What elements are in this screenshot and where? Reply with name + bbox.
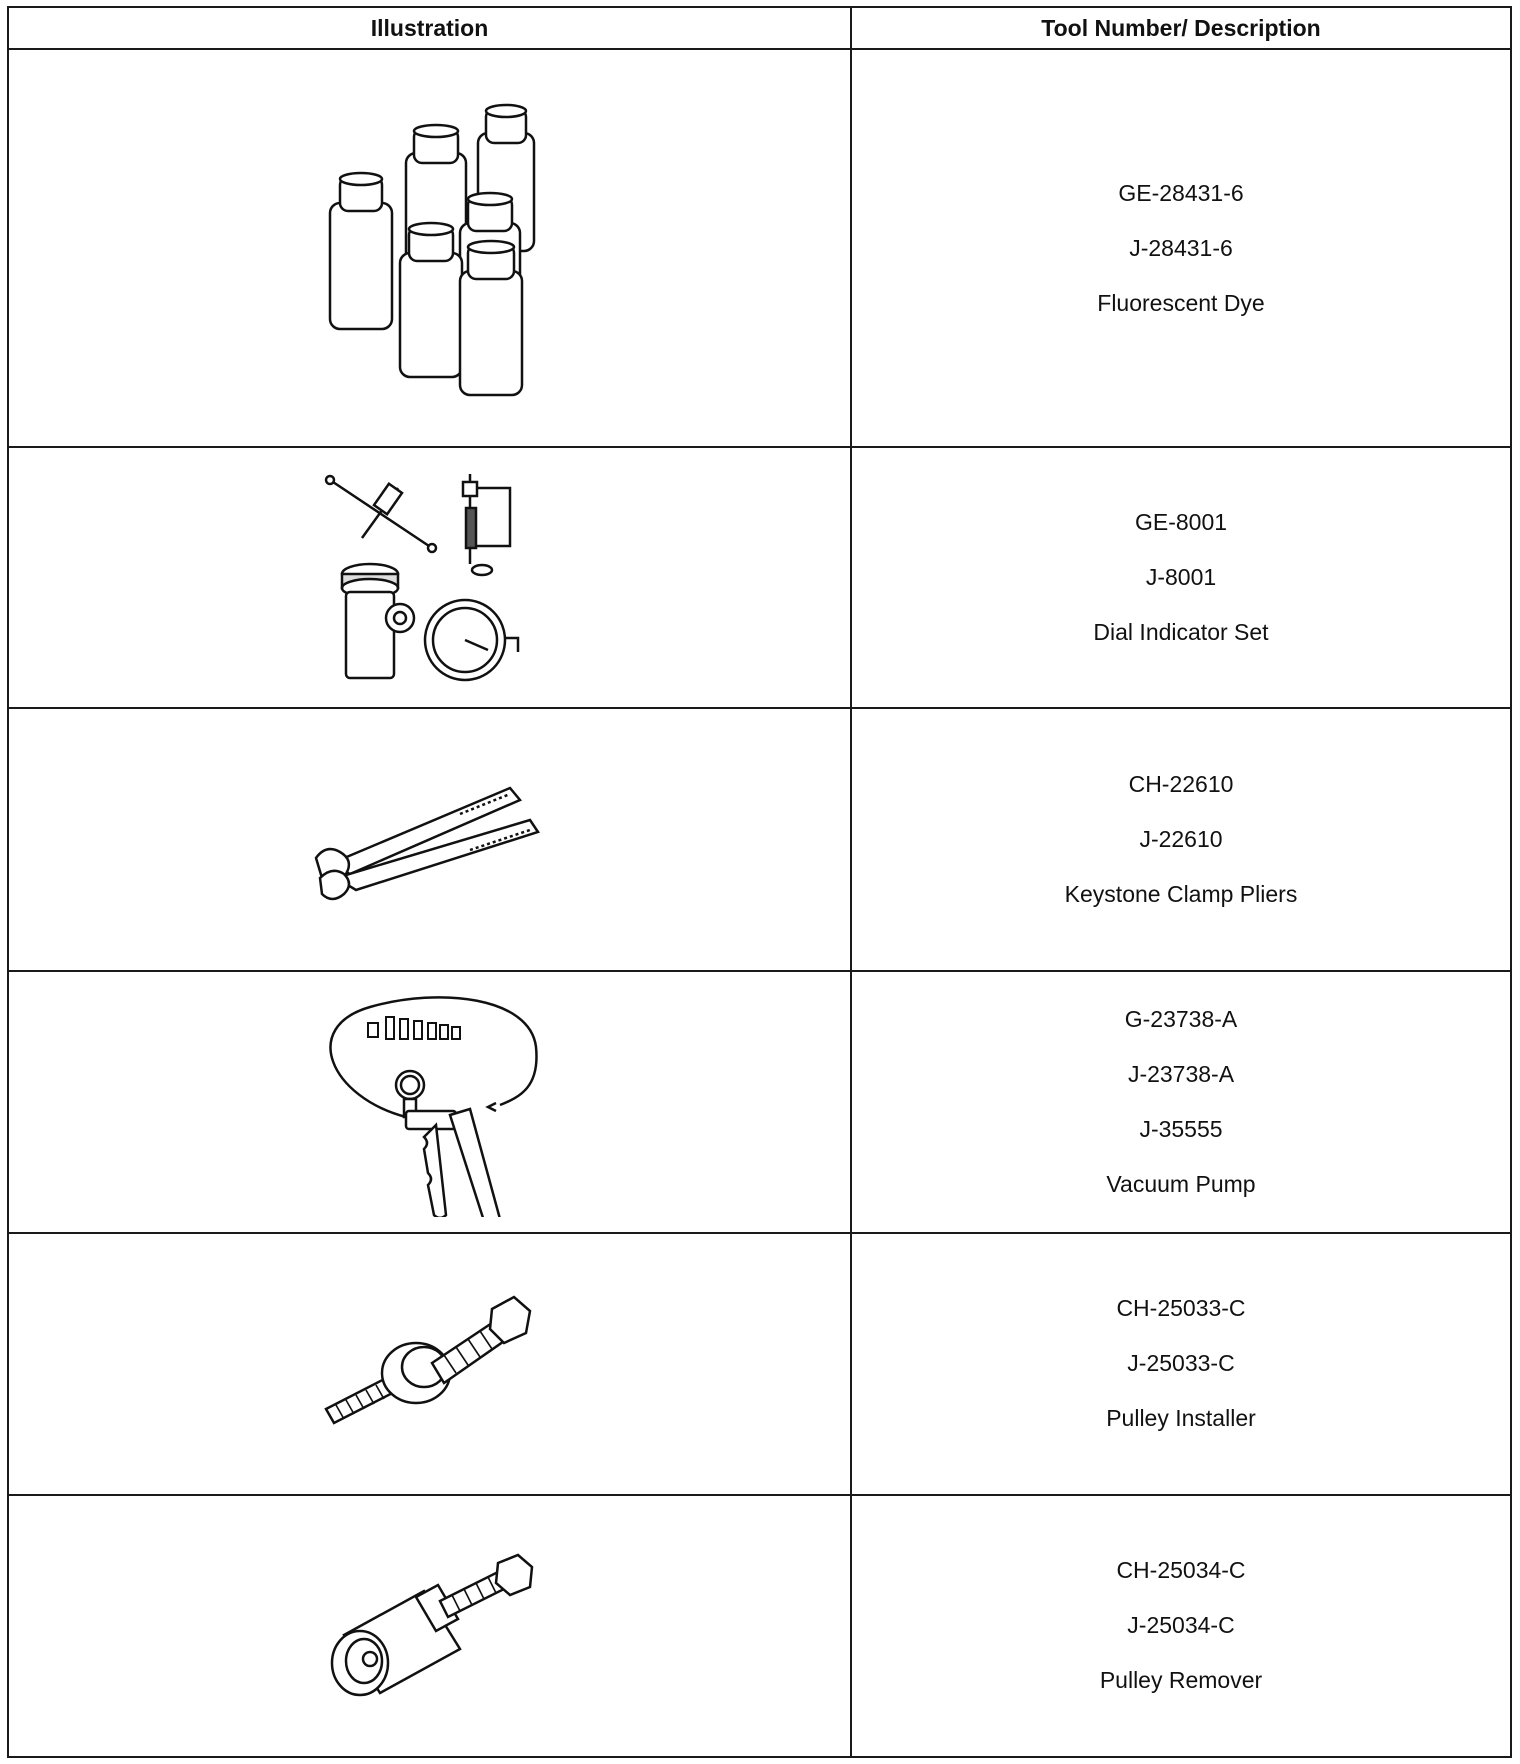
illustration-header: Illustration bbox=[8, 7, 851, 49]
header-row bbox=[8, 7, 1511, 49]
pulley-installer-icon bbox=[320, 1289, 540, 1439]
table-row bbox=[8, 708, 1511, 970]
table-row bbox=[8, 1233, 1511, 1495]
illustration-cell bbox=[8, 971, 851, 1233]
illustration-cell bbox=[8, 1495, 851, 1757]
tool-number-2: J-25033-C bbox=[1127, 1350, 1235, 1377]
tool-number-1: GE-28431-6 bbox=[1118, 179, 1244, 206]
illustration-cell bbox=[8, 49, 851, 447]
pulley-remover-icon bbox=[320, 1551, 540, 1701]
dial-indicator-set-icon bbox=[320, 468, 540, 688]
tool-table bbox=[7, 6, 1512, 1758]
description-cell bbox=[851, 1495, 1511, 1757]
fluorescent-dye-bottles-icon bbox=[310, 93, 550, 403]
keystone-clamp-pliers-icon bbox=[310, 774, 550, 904]
vacuum-pump-icon bbox=[310, 987, 550, 1217]
table-row bbox=[8, 971, 1511, 1233]
tool-number-2: J-23738-A bbox=[1127, 1060, 1235, 1087]
description-header: Tool Number/ Description bbox=[851, 7, 1511, 49]
description-cell bbox=[851, 49, 1511, 447]
tool-number-3: J-35555 bbox=[1139, 1115, 1223, 1142]
tool-description: Dial Indicator Set bbox=[1093, 619, 1269, 646]
tool-description: Fluorescent Dye bbox=[1097, 289, 1265, 316]
tool-number-1: CH-25033-C bbox=[1116, 1295, 1246, 1322]
tool-description: Pulley Remover bbox=[1099, 1667, 1263, 1694]
tool-number-1: GE-8001 bbox=[1134, 509, 1228, 536]
tool-number-2: J-28431-6 bbox=[1129, 234, 1233, 261]
tool-number-2: J-8001 bbox=[1145, 564, 1217, 591]
tool-number-1: CH-25034-C bbox=[1116, 1557, 1246, 1584]
tool-description: Keystone Clamp Pliers bbox=[1064, 880, 1298, 907]
tool-number-2: J-22610 bbox=[1139, 825, 1223, 852]
tool-description: Vacuum Pump bbox=[1106, 1170, 1256, 1197]
description-cell bbox=[851, 708, 1511, 970]
description-cell bbox=[851, 971, 1511, 1233]
illustration-cell bbox=[8, 708, 851, 970]
tool-description: Pulley Installer bbox=[1106, 1405, 1256, 1432]
description-cell bbox=[851, 447, 1511, 708]
table-row bbox=[8, 49, 1511, 447]
tool-number-1: CH-22610 bbox=[1128, 770, 1234, 797]
tool-number-1: G-23738-A bbox=[1124, 1005, 1238, 1032]
illustration-cell bbox=[8, 1233, 851, 1495]
table-row bbox=[8, 447, 1511, 708]
description-cell bbox=[851, 1233, 1511, 1495]
illustration-cell bbox=[8, 447, 851, 708]
tool-number-2: J-25034-C bbox=[1127, 1612, 1235, 1639]
table-row bbox=[8, 1495, 1511, 1757]
